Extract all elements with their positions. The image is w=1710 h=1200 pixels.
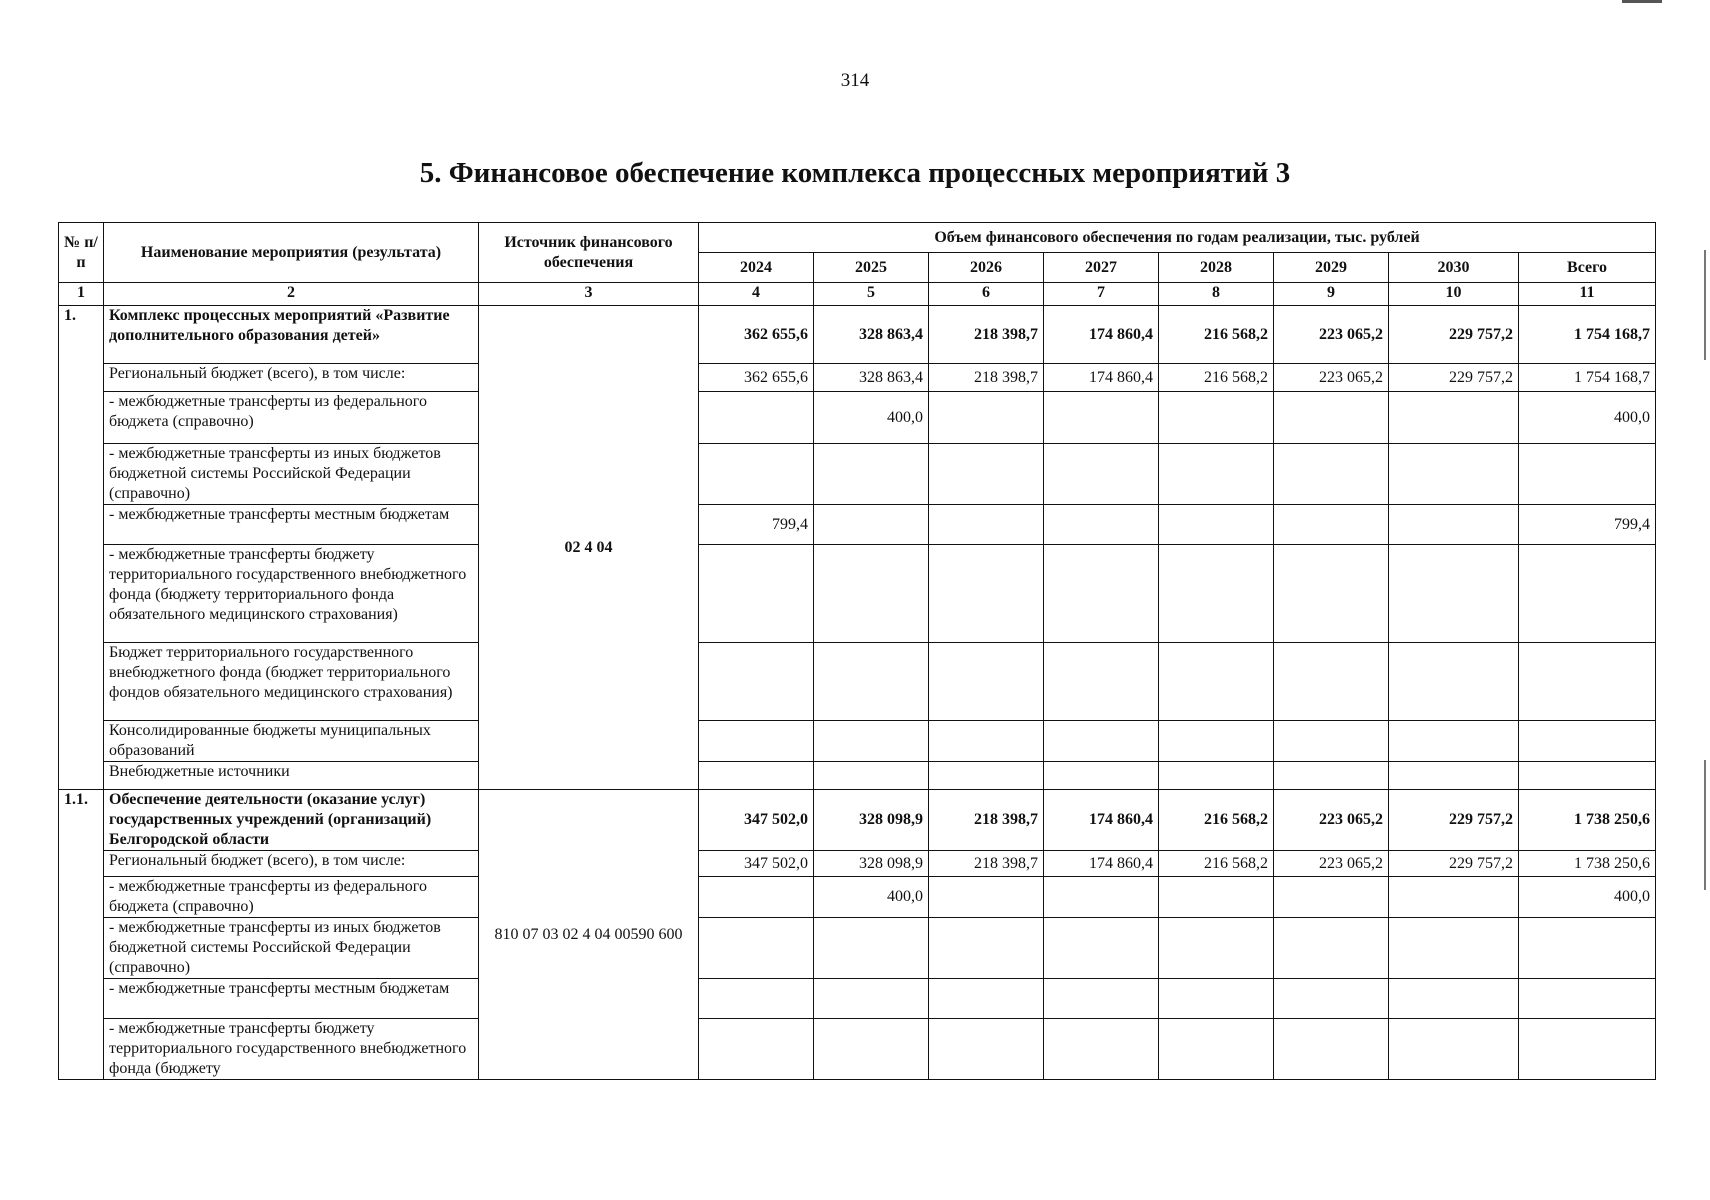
col-header-name: Наименование мероприятия (результата) [104, 223, 479, 283]
value-cell-Всего: 1 738 250,6 [1519, 790, 1656, 851]
column-index: 4 [699, 283, 814, 306]
col-header-num: № п/п [59, 223, 104, 283]
column-index: 9 [1274, 283, 1389, 306]
activity-name: - межбюджетные трансферты бюджету территориального государственного внебюджетного фонда (бюджету [104, 1019, 479, 1080]
value-cell-Всего [1519, 979, 1656, 1019]
col-header-source: Источник финансового обеспечения [479, 223, 699, 283]
activity-name: - межбюджетные трансферты из федерального бюджета (справочно) [104, 877, 479, 918]
value-cell-2028 [1159, 505, 1274, 545]
value-cell-2027 [1044, 643, 1159, 721]
activity-name: Региональный бюджет (всего), в том числе: [104, 851, 479, 877]
value-cell-2026 [929, 979, 1044, 1019]
index-header-row [59, 283, 1656, 306]
activity-name: - межбюджетные трансферты местным бюджетам [104, 979, 479, 1019]
value-cell-2030 [1389, 444, 1519, 505]
table-row [59, 306, 1656, 364]
column-index: 6 [929, 283, 1044, 306]
table-row [59, 851, 1656, 877]
year-header: 2027 [1044, 253, 1159, 283]
value-cell-2029 [1274, 505, 1389, 545]
value-cell-2027 [1044, 877, 1159, 918]
value-cell-2029: 223 065,2 [1274, 364, 1389, 392]
column-index: 10 [1389, 283, 1519, 306]
value-cell-2024: 362 655,6 [699, 306, 814, 364]
value-cell-2028 [1159, 444, 1274, 505]
value-cell-2030: 229 757,2 [1389, 364, 1519, 392]
activity-name: - межбюджетные трансферты местным бюджетам [104, 505, 479, 545]
value-cell-2025: 400,0 [814, 392, 929, 444]
value-cell-2026 [929, 721, 1044, 762]
value-cell-2028 [1159, 979, 1274, 1019]
column-index: 8 [1159, 283, 1274, 306]
value-cell-2027: 174 860,4 [1044, 364, 1159, 392]
value-cell-2027 [1044, 1019, 1159, 1080]
value-cell-2026: 218 398,7 [929, 851, 1044, 877]
value-cell-2026 [929, 392, 1044, 444]
value-cell-2029 [1274, 545, 1389, 643]
column-index: 5 [814, 283, 929, 306]
value-cell-2027 [1044, 392, 1159, 444]
activity-name: - межбюджетные трансферты из иных бюджетов бюджетной системы Российской Федерации (справочно) [104, 918, 479, 979]
value-cell-Всего: 400,0 [1519, 392, 1656, 444]
value-cell-2029 [1274, 721, 1389, 762]
year-header: 2026 [929, 253, 1044, 283]
value-cell-2029 [1274, 762, 1389, 790]
table-row [59, 545, 1656, 643]
value-cell-2024 [699, 545, 814, 643]
value-cell-2024 [699, 721, 814, 762]
table-row [59, 877, 1656, 918]
table-row [59, 762, 1656, 790]
value-cell-2030 [1389, 1019, 1519, 1080]
value-cell-2027 [1044, 545, 1159, 643]
value-cell-2024 [699, 1019, 814, 1080]
value-cell-2024: 362 655,6 [699, 364, 814, 392]
value-cell-2028: 216 568,2 [1159, 790, 1274, 851]
activity-name: Бюджет территориального государственного внебюджетного фонда (бюджет территориального фондов обязательного медицинского страхования) [104, 643, 479, 721]
activity-name: Обеспечение деятельности (оказание услуг) государственных учреждений (организаций) Белгородской области [104, 790, 479, 851]
value-cell-2026 [929, 762, 1044, 790]
value-cell-2025: 400,0 [814, 877, 929, 918]
value-cell-2029 [1274, 643, 1389, 721]
column-index: 1 [59, 283, 104, 306]
value-cell-2025 [814, 721, 929, 762]
activity-name: Внебюджетные источники [104, 762, 479, 790]
value-cell-2026 [929, 1019, 1044, 1080]
value-cell-2030 [1389, 918, 1519, 979]
value-cell-2028 [1159, 918, 1274, 979]
value-cell-2026: 218 398,7 [929, 790, 1044, 851]
finance-table [58, 222, 1656, 1080]
value-cell-Всего [1519, 1019, 1656, 1080]
value-cell-2024 [699, 979, 814, 1019]
value-cell-Всего: 799,4 [1519, 505, 1656, 545]
value-cell-2027 [1044, 762, 1159, 790]
value-cell-2029 [1274, 1019, 1389, 1080]
value-cell-2029: 223 065,2 [1274, 790, 1389, 851]
value-cell-2030 [1389, 545, 1519, 643]
value-cell-2024 [699, 392, 814, 444]
value-cell-2029 [1274, 392, 1389, 444]
value-cell-2027 [1044, 721, 1159, 762]
value-cell-2025 [814, 762, 929, 790]
value-cell-2028 [1159, 1019, 1274, 1080]
activity-name: - межбюджетные трансферты бюджету территориального государственного внебюджетного фонда (бюджету территориального фонда обязательного медицинского страхования) [104, 545, 479, 643]
value-cell-Всего: 1 754 168,7 [1519, 364, 1656, 392]
value-cell-Всего [1519, 444, 1656, 505]
value-cell-2025 [814, 979, 929, 1019]
value-cell-2028 [1159, 643, 1274, 721]
value-cell-2029: 223 065,2 [1274, 851, 1389, 877]
activity-name: Консолидированные бюджеты муниципальных образований [104, 721, 479, 762]
table-row [59, 721, 1656, 762]
value-cell-2024 [699, 918, 814, 979]
value-cell-2030: 229 757,2 [1389, 851, 1519, 877]
value-cell-2026 [929, 918, 1044, 979]
value-cell-2028: 216 568,2 [1159, 851, 1274, 877]
value-cell-2030: 229 757,2 [1389, 790, 1519, 851]
year-header: Всего [1519, 253, 1656, 283]
value-cell-2025: 328 098,9 [814, 790, 929, 851]
value-cell-Всего [1519, 762, 1656, 790]
finance-table-container [58, 222, 1655, 1080]
row-number: 1. [59, 306, 104, 790]
activity-name: Комплекс процессных мероприятий «Развитие дополнительного образования детей» [104, 306, 479, 364]
value-cell-2025: 328 863,4 [814, 364, 929, 392]
value-cell-2030 [1389, 979, 1519, 1019]
value-cell-2027: 174 860,4 [1044, 306, 1159, 364]
column-index: 7 [1044, 283, 1159, 306]
activity-name: Региональный бюджет (всего), в том числе: [104, 364, 479, 392]
scan-edge-line [1704, 250, 1706, 360]
value-cell-Всего: 400,0 [1519, 877, 1656, 918]
year-header: 2029 [1274, 253, 1389, 283]
value-cell-2028 [1159, 762, 1274, 790]
value-cell-2027 [1044, 444, 1159, 505]
value-cell-2024 [699, 762, 814, 790]
value-cell-Всего: 1 738 250,6 [1519, 851, 1656, 877]
table-row [59, 979, 1656, 1019]
value-cell-2025 [814, 545, 929, 643]
funding-source: 810 07 03 02 4 04 00590 600 [479, 790, 699, 1080]
value-cell-2028 [1159, 392, 1274, 444]
value-cell-2026: 218 398,7 [929, 306, 1044, 364]
value-cell-2030 [1389, 721, 1519, 762]
table-row [59, 643, 1656, 721]
value-cell-2025 [814, 1019, 929, 1080]
value-cell-Всего [1519, 918, 1656, 979]
year-header: 2030 [1389, 253, 1519, 283]
table-row [59, 790, 1656, 851]
table-row [59, 392, 1656, 444]
value-cell-2025: 328 098,9 [814, 851, 929, 877]
column-index: 3 [479, 283, 699, 306]
table-row [59, 1019, 1656, 1080]
value-cell-2024 [699, 877, 814, 918]
value-cell-2027 [1044, 505, 1159, 545]
funding-source: 02 4 04 [479, 306, 699, 790]
table-row [59, 505, 1656, 545]
value-cell-2029 [1274, 444, 1389, 505]
table-row [59, 444, 1656, 505]
value-cell-2028: 216 568,2 [1159, 364, 1274, 392]
value-cell-2028 [1159, 877, 1274, 918]
value-cell-2026 [929, 643, 1044, 721]
value-cell-2024 [699, 444, 814, 505]
value-cell-2030 [1389, 505, 1519, 545]
table-row [59, 364, 1656, 392]
year-header: 2025 [814, 253, 929, 283]
value-cell-2030 [1389, 762, 1519, 790]
value-cell-2027: 174 860,4 [1044, 790, 1159, 851]
activity-name: - межбюджетные трансферты из федерального бюджета (справочно) [104, 392, 479, 444]
value-cell-2024: 799,4 [699, 505, 814, 545]
scan-artifact [1622, 0, 1662, 3]
value-cell-Всего [1519, 545, 1656, 643]
table-row [59, 918, 1656, 979]
col-header-volume: Объем финансового обеспечения по годам реализации, тыс. рублей [699, 223, 1656, 253]
value-cell-2027 [1044, 979, 1159, 1019]
value-cell-2027: 174 860,4 [1044, 851, 1159, 877]
value-cell-2025 [814, 643, 929, 721]
year-header: 2028 [1159, 253, 1274, 283]
value-cell-2025 [814, 918, 929, 979]
value-cell-2024: 347 502,0 [699, 851, 814, 877]
value-cell-Всего [1519, 643, 1656, 721]
value-cell-2026 [929, 505, 1044, 545]
value-cell-2025 [814, 444, 929, 505]
value-cell-2026 [929, 444, 1044, 505]
value-cell-2025: 328 863,4 [814, 306, 929, 364]
value-cell-2030 [1389, 392, 1519, 444]
value-cell-2029: 223 065,2 [1274, 306, 1389, 364]
value-cell-Всего: 1 754 168,7 [1519, 306, 1656, 364]
value-cell-2028: 216 568,2 [1159, 306, 1274, 364]
value-cell-2024: 347 502,0 [699, 790, 814, 851]
value-cell-2026: 218 398,7 [929, 364, 1044, 392]
row-number: 1.1. [59, 790, 104, 1080]
value-cell-2029 [1274, 877, 1389, 918]
scan-edge-line [1704, 760, 1706, 890]
value-cell-2026 [929, 877, 1044, 918]
column-index: 11 [1519, 283, 1656, 306]
page-number: 314 [840, 70, 870, 91]
year-header: 2024 [699, 253, 814, 283]
value-cell-2025 [814, 505, 929, 545]
table-body [59, 306, 1656, 1080]
page-title: 5. Финансовое обеспечение комплекса процессных мероприятий 3 [419, 157, 1291, 189]
activity-name: - межбюджетные трансферты из иных бюджетов бюджетной системы Российской Федерации (справочно) [104, 444, 479, 505]
value-cell-2030 [1389, 643, 1519, 721]
value-cell-2027 [1044, 918, 1159, 979]
value-cell-2030: 229 757,2 [1389, 306, 1519, 364]
value-cell-2026 [929, 545, 1044, 643]
value-cell-Всего [1519, 721, 1656, 762]
column-index: 2 [104, 283, 479, 306]
value-cell-2028 [1159, 721, 1274, 762]
value-cell-2024 [699, 643, 814, 721]
value-cell-2030 [1389, 877, 1519, 918]
value-cell-2029 [1274, 979, 1389, 1019]
value-cell-2028 [1159, 545, 1274, 643]
value-cell-2029 [1274, 918, 1389, 979]
